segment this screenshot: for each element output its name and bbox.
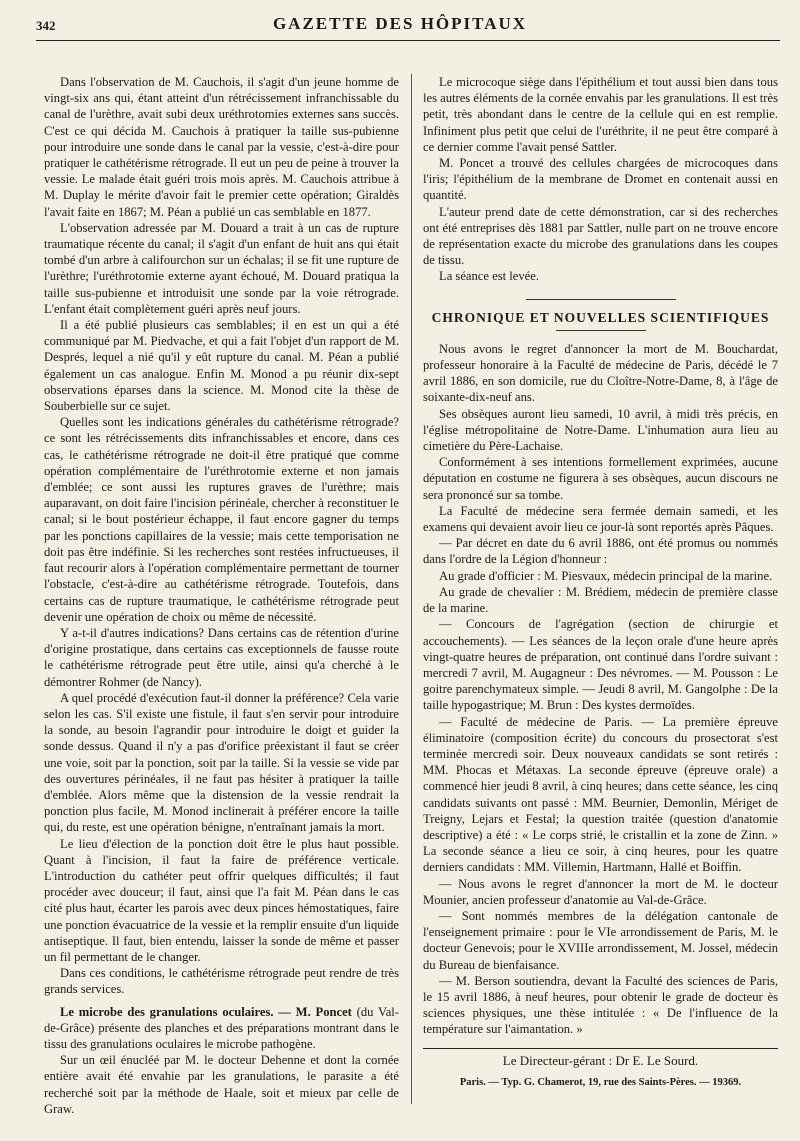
imprint: Paris. — Typ. G. Chamerot, 19, rue des Saints-Pères. — 19369. (459, 1076, 742, 1088)
paragraph: — Par décret en date du 6 avril 1886, ont été promus ou nommés dans l'ordre de la Légion d'honneur : (423, 536, 778, 567)
paragraph: — Concours de l'agrégation (section de chirurgie et accouchements). — Les séances de la leçon orale d'une heure après vingt-quatre heures de préparation, ont continué dans l'ordre suivant : mercredi 7 avril, M. Augagneur : Des névromes. — M. Pousson : Le goitre parenchymateux simple. — Jeudi 8 avril, M. Gangolphe : De la taille hypogastrique; M. Brun : Des kystes dermoïdes. (423, 617, 778, 713)
signature: Le Directeur-gérant : Dr E. Le Sourd. (502, 1052, 699, 1068)
paragraph: Dans ces conditions, le cathétérisme rétrograde peut rendre de très grands services. (44, 966, 399, 997)
header-rule (36, 40, 780, 41)
paragraph: — Nous avons le regret d'annoncer la mort de M. le docteur Mounier, ancien professeur d'anatomie au Val-de-Grâce. (423, 876, 778, 907)
paragraph: Ses obsèques auront lieu samedi, 10 avril, à midi très précis, en l'église métropolitaine de Notre-Dame. L'inhumation aura lieu au cimetière du Père-Lachaise. (423, 406, 778, 454)
paragraph: Conformément à ses intentions formellement exprimées, aucune députation en costume ne figurera à ses obsèques, aucun discours ne sera prononcé sur sa tombe. (423, 455, 778, 502)
paragraph: Sur un œil énucléé par M. le docteur Dehenne et dont la cornée entière avait été envahie par les granulations, le parasite a été recherché soit par la méthode de Haale, soit et mieux par celle de Graw. (44, 1053, 399, 1116)
paragraph: L'auteur prend date de cette démonstration, car si des recherches ont été entreprises dès 1881 par Sattler, nulle part on ne trouve encore de représentation exacte du microbe des granulations dans les coupes de tissu. (423, 204, 778, 268)
footer-rule (423, 1048, 778, 1049)
paragraph: A quel procédé d'exécution faut-il donner la préférence? Cela varie selon les cas. S'il existe une fistule, il faut s'en servir pour introduire la sonde, au besoin l'agrandir pour introduire le doigt et guider la sonde dessus. Quand il n'y a pas d'orifice préexistant il faut se créer une voie, soit par la ponction, soit par la taille. Si la vessie se vide par des ouvertures périnéales, il ne faut pas hésiter à pratiquer la taille d'emblée. Alors même que la distension de la vessie rendrait la ponction plus facile, M. Monod inclinerait à préférer encore la taille qui, du reste, est une opération bénigne, n'entraînant jamais la mort. (44, 690, 399, 835)
paragraph: La Faculté de médecine sera fermée demain samedi, et les examens qui devaient avoir lieu ce jour-là sont reportés après Pâques. (423, 503, 778, 535)
paragraph: — Faculté de médecine de Paris. — La première épreuve éliminatoire (composition écrite) du concours du prosectorat s'est terminée mercredi soir. Deux nouveaux candidats se sont retirés : MM. Phocas et Métaxas. La seconde épreuve (épreuve orale) a commencé hier jeudi 8 avril, à cinq heures; dans cette séance, les cinq candidats suivants ont passé : MM. Beurnier, Demonlin, Mériget de Treigny, Lejars et Festal; la question traitée (question d'anatomie descriptive) a été : « Le corps strié, le cristallin et la zone de Zinn. » La seconde séance a lieu ce soir, à cinq heures, pour les quatre derniers candidats : MM. Villemin, Hartmann, Hallé et Boiffin. (423, 714, 778, 875)
paragraph: Nous avons le regret d'annoncer la mort de M. Bouchardat, professeur honoraire à la Faculté de médecine de Paris, décédé le 7 avril 1886, en son domicile, rue du Cloître-Notre-Dame, 8, à l'âge de soixante-dix-neuf ans. (423, 341, 778, 405)
paragraph: Le microcoque siège dans l'épithélium et tout aussi bien dans tous les autres éléments de la cornée envahis par les granulations. Il est très petit, très abondant dans le centre de la cellule qui en est remplie. Infiniment plus petit que celui de l'uréthrite, il ne peut être comparé à ce dernier comme l'avait pensé Sattler. (423, 75, 778, 154)
paragraph: La séance est levée. (439, 269, 539, 284)
microbe-text: (du Val-de-Grâce) présente des planches et des préparations montrant dans le tissu des granulations oculaires le microbe pathogène. (44, 1004, 399, 1051)
paragraph: Il a été publié plusieurs cas semblables; il en est un qui a été communiqué par M. Piedvache, et qui a fait l'objet d'un rapport de M. Després, lequel a nié qu'il y eût rupture du canal. M. Péan a publié également un cas analogue. Enfin M. Monod a pu réunir dix-sept observations éparses dans la science. M. Monod cite la thèse de Souberbielle sur ce sujet. (44, 318, 399, 414)
section-title: CHRONIQUE ET NOUVELLES SCIENTIFIQUES (431, 309, 770, 325)
paragraph: Le lieu d'élection de la ponction doit être le plus haut possible. Quant à l'incision, il faut la faire de préférence verticale. L'introduction du cathéter peut offrir quelques difficultés; il faut procéder avec douceur; il faut, ainsi que l'a fait M. Péan dans le cas cité plus haut, écarter les parois avec deux pinces hémostatiques, faire une ponction évacuatrice de la vessie et la remplir ensuite d'un liquide antiseptique. Il faut, bien entendu, laisser la sonde de même et passer un fil permettant de le changer. (44, 836, 399, 964)
paragraph: M. Poncet a trouvé des cellules chargées de microcoques dans l'iris; l'épithélium de la membrane de Dromet en contenait aussi en quantité. (423, 156, 778, 203)
column-divider (411, 74, 412, 1104)
right-column (423, 74, 778, 1091)
paragraph: Y a-t-il d'autres indications? Dans certains cas de rétention d'urine d'origine prostatique, dans certains cas exceptionnels de fausse route le cathétérisme rétrograde peut être utile, ainsi qu'a cherché à le démontrer Rohmer (de Nancy). (44, 625, 399, 689)
paragraph: — Sont nommés membres de la délégation cantonale de l'enseignement primaire : pour le VIe arrondissement de Paris, M. le docteur Genevois; pour le XVIIIe arrondissement, M. Jossel, médecin du Bureau de bienfaisance. (423, 908, 778, 972)
microbe-lead: Le microbe des granulations oculaires. — M. Poncet (60, 1004, 352, 1019)
section-rule (526, 299, 676, 300)
paragraph: L'observation adressée par M. Douard a trait à un cas de rupture traumatique récente du canal; il s'agit d'un enfant de huit ans qui était tombé d'un arbre à califourchon sur un échalas; il se fit une rupture de l'urèthre; l'uréthrotomie externe ayant échoué, M. Douard pratiqua la taille sus-pubienne et introduisit une sonde par la voie rétrograde. L'enfant était complètement guéri après neuf jours. (44, 220, 399, 316)
running-title: GAZETTE DES HÔPITAUX (272, 14, 528, 33)
paragraph: Quelles sont les indications générales du cathétérisme rétrograde? ce sont les rétrécissements dits infranchissables et encore, dans ces cas, le cathétérisme rétrograde ne doit-il être pratiqué que comme opération complémentaire de l'uréthrotomie externe et non jamais d'emblée; ce sont aussi les ruptures graves de l'urèthre; mais auparavant, on doit faire l'incision périnéale, chercher à reconstituer le canal; si le bout postérieur échappe, il faut encore gagner du temps par les ponctions capillaires de la vessie; mais cette temporisation ne doit pas être indéfinie. Si les recherches sont restées infructueuses, il faut recourir alors à l'opération complémentaire permettant de tourner l'obstacle, c'est-à-dire au cathétérisme rétrograde. Toutefois, dans certains cas de rupture traumatique, le cathétérisme rétrograde peut devenir une opération de choix ou même de nécessité. (44, 415, 399, 624)
microbe-paragraph (44, 1004, 399, 1053)
title-rule (556, 330, 646, 331)
paragraph: Dans l'observation de M. Cauchois, il s'agit d'un jeune homme de vingt-six ans qui, étant atteint d'un rétrécissement infranchissable du canal de l'urèthre, avait subi deux uréthrotomies externes sans succès. C'est ce qui décida M. Cauchois à pratiquer la taille sus-pubienne pour introduire une sonde dans le canal par la vessie, c'est-à-dire pour pratiquer le cathétérisme rétrograde. Il eut un peu de peine à trouver la vessie. Le malade était guéri trois mois après. M. Cauchois attribue à M. Duplay le mérite d'avoir fait le premier cette opération; Giraldès l'avait faite en 1867; M. Péan a publié un cas semblable en 1877. (44, 75, 399, 219)
paragraph: — M. Berson soutiendra, devant la Faculté des sciences de Paris, le 15 avril 1886, à neuf heures, pour obtenir le grade de docteur ès sciences physiques, une thèse intitulée : « De l'influence de la température sur l'aimantation. » (423, 973, 778, 1037)
left-column (44, 74, 399, 1117)
paragraph: Au grade d'officier : M. Piesvaux, médecin principal de la marine. (439, 568, 773, 583)
paragraph: Au grade de chevalier : M. Brédiem, médecin de première classe de la marine. (423, 584, 778, 616)
page-number: 342 (36, 18, 56, 33)
